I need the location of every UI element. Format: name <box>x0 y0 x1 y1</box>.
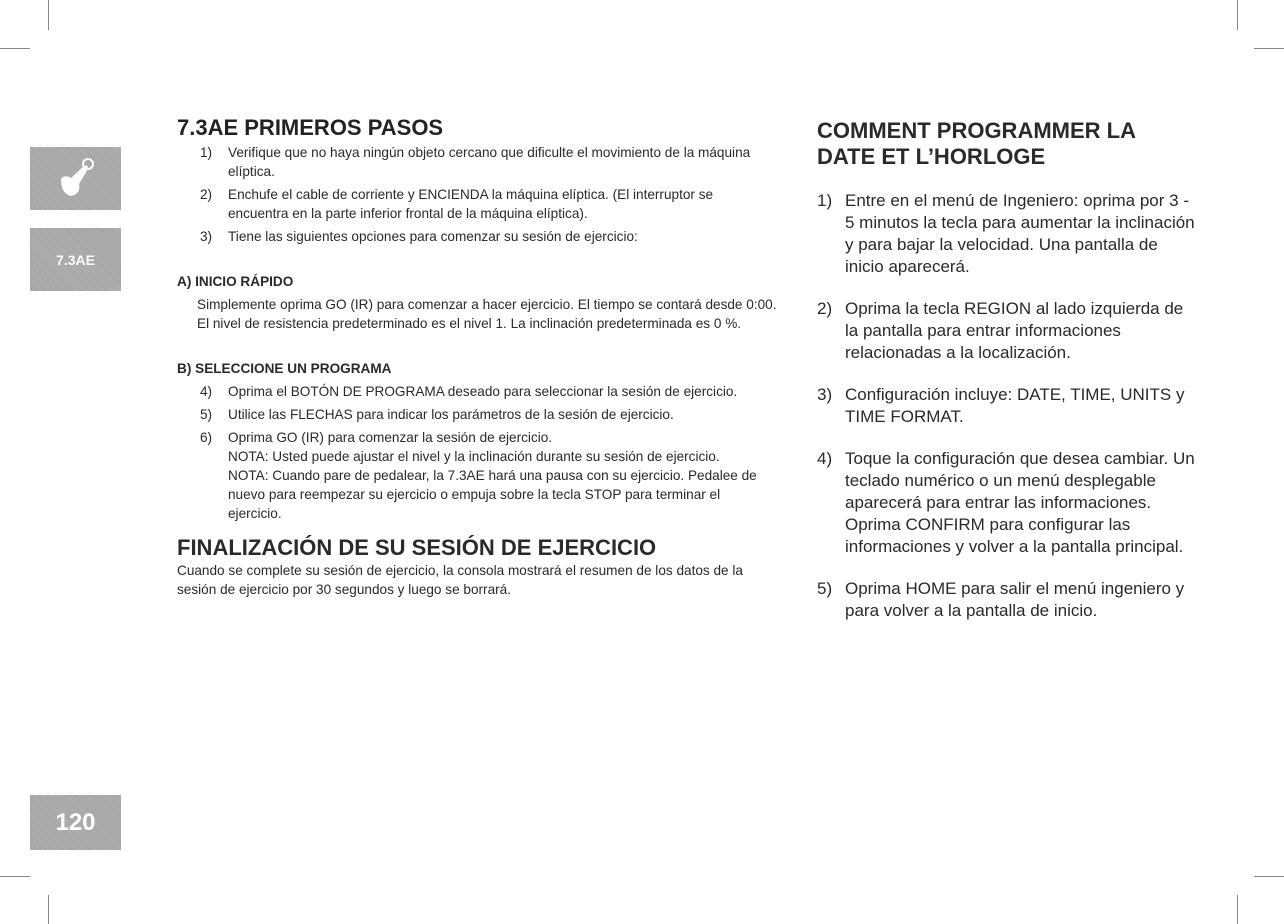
model-tab-label: 7.3AE <box>56 251 95 268</box>
item-number: 5) <box>817 579 833 598</box>
paragraph: El nivel de resistencia predeterminado es el nivel 1. La inclinación predeterminada es 0 %. <box>197 316 742 331</box>
item-number: 4) <box>817 449 833 468</box>
left-column <box>177 115 777 599</box>
section-title: COMMENT PROGRAMMER LA DATE ET L’HORLOGE <box>817 118 1136 169</box>
right-column <box>817 118 1197 642</box>
touch-hand-icon <box>30 147 121 210</box>
item-text: Oprima la tecla REGION al lado izquierda de la pantalla para entrar informaciones relacionadas a la localización. <box>845 299 1184 362</box>
list-item <box>817 384 1197 428</box>
list-item <box>817 578 1197 622</box>
list-item <box>817 190 1197 278</box>
list-item <box>177 382 777 401</box>
list-item <box>817 448 1197 558</box>
item-text: Enchufe el cable de corriente y ENCIENDA la máquina elíptica. (El interruptor se encuentra en la parte inferior frontal de la máquina elíptica). <box>228 187 714 221</box>
crop-mark <box>1237 895 1238 924</box>
item-number: 5) <box>200 407 213 422</box>
crop-mark <box>48 895 49 924</box>
item-text: Entre en el menú de Ingeniero: oprima por 3 - 5 minutos la tecla para aumentar la inclinación y para bajar la velocidad. Una pantalla de inicio aparecerá. <box>845 191 1195 276</box>
list-item <box>177 428 777 523</box>
note: NOTA: Usted puede ajustar el nivel y la inclinación durante su sesión de ejercicio. <box>228 449 720 464</box>
item-number: 1) <box>817 191 833 210</box>
subheading: B) SELECCIONE UN PROGRAMA <box>177 361 392 376</box>
item-number: 2) <box>200 187 213 202</box>
crop-mark <box>1254 876 1284 877</box>
note: NOTA: Cuando pare de pedalear, la 7.3AE hará una pausa con su ejercicio. Pedalee de nuevo para reempezar su ejercicio o empuja sobre la tecla STOP para terminar el ejercicio. <box>228 468 757 521</box>
item-text: Toque la configuración que desea cambiar. Un teclado numérico o un menú desplegable aparecerá para entrar las informaciones. Oprima CONFIRM para configurar las informaciones y volver a la pantalla principal. <box>845 449 1195 556</box>
list-item <box>817 298 1197 364</box>
list-item <box>177 143 777 181</box>
list-item <box>177 227 777 246</box>
item-number: 3) <box>200 229 213 244</box>
list-item <box>177 185 777 223</box>
item-text: Configuración incluye: DATE, TIME, UNITS y TIME FORMAT. <box>845 385 1185 426</box>
model-tab <box>30 228 121 291</box>
page-number-tab <box>30 795 121 850</box>
item-text: Oprima HOME para salir el menú ingeniero y para volver a la pantalla de inicio. <box>845 579 1185 620</box>
paragraph: Simplemente oprima GO (IR) para comenzar a hacer ejercicio. El tiempo se contará desde 0:00. <box>197 297 777 312</box>
subheading: A) INICIO RÁPIDO <box>177 274 294 289</box>
item-text: Oprima el BOTÓN DE PROGRAMA deseado para seleccionar la sesión de ejercicio. <box>228 384 738 399</box>
item-text: Oprima GO (IR) para comenzar la sesión de ejercicio. <box>228 430 553 445</box>
crop-mark <box>0 876 30 877</box>
crop-mark <box>1254 48 1284 49</box>
item-number: 4) <box>200 384 213 399</box>
crop-mark <box>1237 0 1238 30</box>
crop-mark <box>48 0 49 30</box>
paragraph: Cuando se complete su sesión de ejercicio, la consola mostrará el resumen de los datos de la sesión de ejercicio por 30 segundos y luego se borrará. <box>177 563 743 597</box>
item-number: 6) <box>200 430 213 445</box>
item-number: 1) <box>200 145 213 160</box>
item-text: Tiene las siguientes opciones para comenzar su sesión de ejercicio: <box>228 229 638 244</box>
item-number: 3) <box>817 385 833 404</box>
item-text: Utilice las FLECHAS para indicar los parámetros de la sesión de ejercicio. <box>228 407 674 422</box>
page-number: 120 <box>55 808 96 836</box>
section-title: 7.3AE PRIMEROS PASOS <box>177 115 444 140</box>
section-title: FINALIZACIÓN DE SU SESIÓN DE EJERCICIO <box>177 535 657 560</box>
item-text: Verifique que no haya ningún objeto cercano que dificulte el movimiento de la máquina elíptica. <box>228 145 751 179</box>
list-item <box>177 405 777 424</box>
item-number: 2) <box>817 299 833 318</box>
crop-mark <box>0 48 30 49</box>
